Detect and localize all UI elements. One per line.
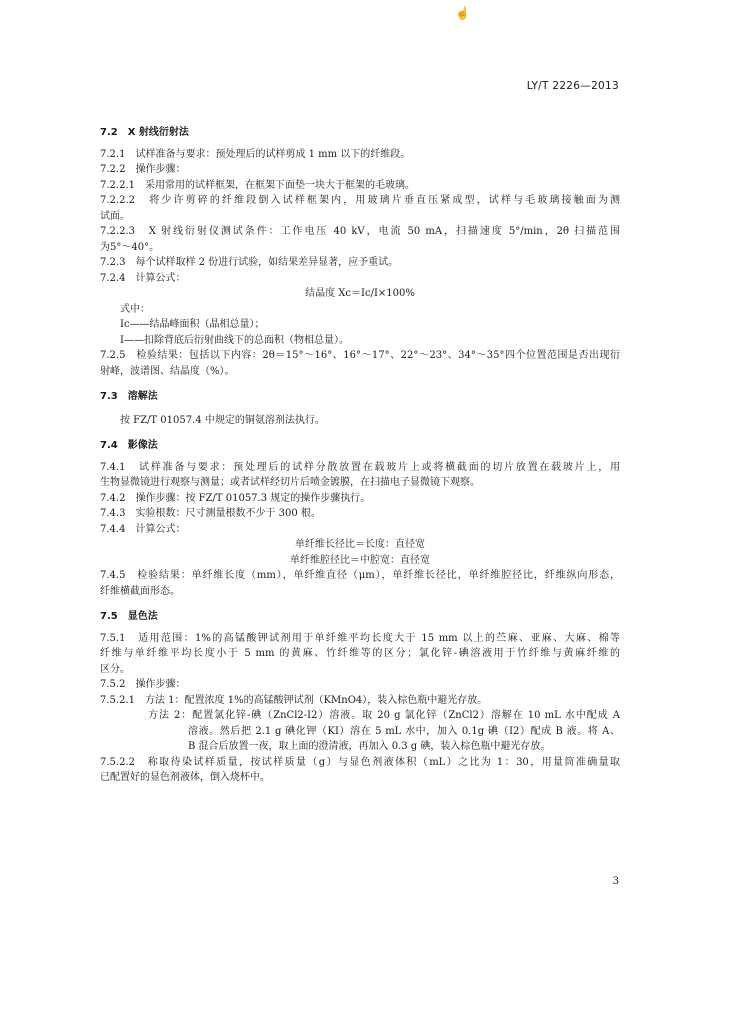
para-7-5-2-2-line2: 已配置好的显色剂液体，倒入烧杯中。	[100, 772, 270, 783]
para-7-5-1-line1: 7.5.1 适用范围：1%的高锰酸钾试剂用于单纤维平均长度大于 15 mm 以上的苎麻、亚麻、大麻、棉等	[100, 632, 620, 644]
section-heading-7-2: 7.2 X 射线衍射法	[100, 127, 189, 138]
method2-line2: 溶液。然后把 2.1 g 碘化钾（KI）溶在 5 mL 水中，加入 0.1g 碘（I2）配成 B 液。将 A、	[188, 725, 620, 737]
para-7-2-3: 7.2.3 每个试样取样 2 份进行试验，如结果差异显著，应予重试。	[100, 257, 399, 268]
page-mark: ☝	[455, 6, 470, 20]
formula-length-ratio: 单纤维长径比＝长度：直径宽	[295, 539, 425, 550]
section-heading-7-4: 7.4 影像法	[100, 440, 158, 451]
para-7-2-4: 7.2.4 计算公式：	[100, 272, 186, 284]
para-7-2-2-3-line2: 为5°～40°。	[100, 241, 160, 253]
para-7-5-1-line3: 区分。	[100, 663, 130, 675]
formula-where: 式中：	[120, 303, 150, 315]
para-7-5-2: 7.5.2 操作步骤：	[100, 679, 186, 690]
method2-line3: B 混合后放置一夜，取上面的澄清液，再加入 0.3 g 碘，装入棕色瓶中避光存放。	[188, 741, 551, 752]
formula-def-ic: Ic——结晶峰面积（晶相总量）；	[120, 319, 265, 330]
para-7-4-5-line1: 7.4.5 检验结果：单纤维长度（mm），单纤维直径（μm），单纤维长径比，单纤维腔径比，纤维纵向形态，	[100, 570, 620, 581]
para-7-5-2-2-line1: 7.5.2.2 称取待染试样质量，按试样质量（g）与显色剂液体积（mL）之比为 1：30，用量筒准确量取	[100, 756, 620, 768]
document-body	[100, 119, 620, 786]
para-7-2-2: 7.2.2 操作步骤：	[100, 164, 186, 175]
para-7-2-2-2-line1: 7.2.2.2 将少许剪碎的纤维段倒入试样框架内，用玻璃片垂直压紧成型，试样与毛玻璃接触面为测	[100, 195, 620, 206]
para-7-4-2: 7.4.2 操作步骤：按 FZ/T 01057.3 规定的操作步骤执行。	[100, 492, 371, 504]
para-7-5-1-line2: 纤维与单纤维平均长度小于 5 mm 的黄麻、竹纤维等的区分；氯化锌-碘溶液用于竹纤维与黄麻纤维的	[100, 648, 620, 659]
formula-lumen-ratio: 单纤维腔径比＝中腔宽：直径宽	[290, 554, 430, 566]
method2-line1: 方法 2：配置氯化锌-碘（ZnCl2-I2）溶液。取 20 g 氯化锌（ZnCl2）溶解在 10 mL 水中配成 A	[148, 710, 620, 721]
para-7-2-5-line1: 7.2.5 检验结果：包括以下内容：2θ＝15°～16°、16°～17°、22°～23°、34°～35°四个位置范围是否出现衍	[100, 350, 620, 361]
para-7-4-1-line2: 生物显微镜进行观察与测量；或者试样经切片后喷金镀膜，在扫描电子显微镜下观察。	[100, 477, 480, 488]
formula-crystallinity: 结晶度 Xc＝Ic/I×100%	[305, 288, 415, 299]
page-number: 3	[612, 876, 619, 887]
section-heading-7-5: 7.5 显色法	[100, 611, 158, 622]
para-7-2-5-line2: 射峰，波谱图、结晶度（%）。	[100, 365, 235, 377]
para-7-4-1-line1: 7.4.1 试样准备与要求：预处理后的试样分散放置在载玻片上或将横截面的切片放置在载玻片上，用	[100, 461, 620, 473]
para-7-4-5-line2: 纤维横截面形态。	[100, 585, 180, 597]
formula-def-i: I——扣除背底后衍射曲线下的总面积（物相总量）。	[120, 334, 349, 346]
section-heading-7-3: 7.3 溶解法	[100, 391, 158, 402]
standard-number: LY/T 2226—2013	[526, 80, 619, 92]
para-7-2-2-3-line1: 7.2.2.3 X 射线衍射仪测试条件：工作电压 40 kV，电流 50 mA，扫描速度 5°/min，2θ 扫描范围	[100, 226, 620, 237]
para-7-3: 按 FZ/T 01057.4 中规定的铜氨溶剂法执行。	[120, 414, 325, 426]
para-7-4-4: 7.4.4 计算公式：	[100, 523, 186, 535]
para-7-2-2-1: 7.2.2.1 采用常用的试样框架，在框架下面垫一块大于框架的毛玻璃。	[100, 179, 415, 191]
para-7-2-1: 7.2.1 试样准备与要求：预处理后的试样剪成 1 mm 以下的纤维段。	[100, 148, 411, 160]
para-7-2-2-2-line2: 试面。	[100, 210, 130, 222]
para-7-4-3: 7.4.3 实验根数：尺寸测量根数不少于 300 根。	[100, 508, 321, 519]
para-7-5-2-1: 7.5.2.1 方法 1：配置浓度 1%的高锰酸钾试剂（KMnO4），装入棕色瓶中避光存放。	[100, 694, 488, 706]
